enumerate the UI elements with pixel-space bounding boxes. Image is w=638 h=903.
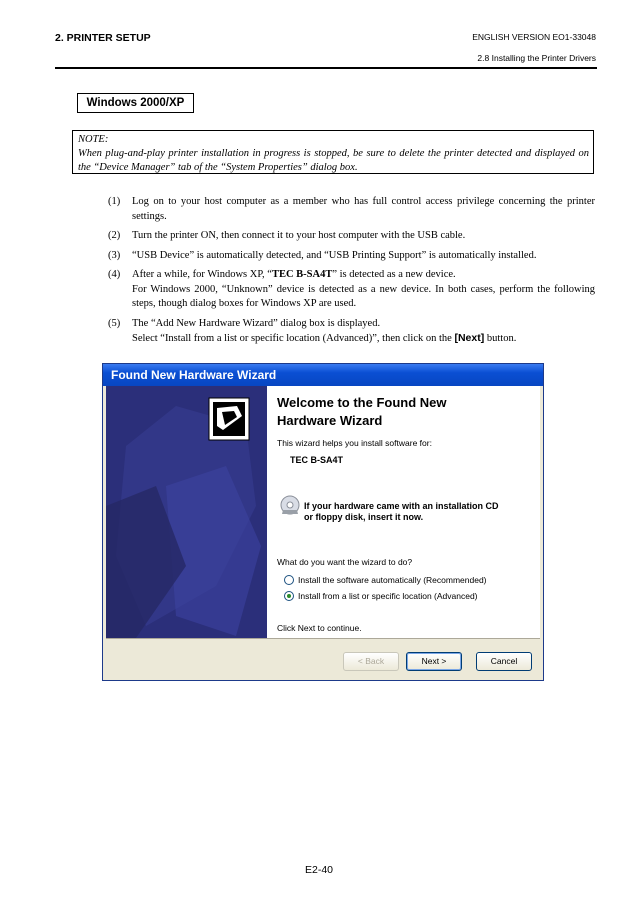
note-title: NOTE: [78, 134, 109, 145]
wizard-heading [277, 394, 447, 430]
wizard-heading-line1: Welcome to the Found New [277, 395, 447, 410]
step-item [108, 249, 595, 264]
step-number: (3) [108, 249, 121, 261]
step-item [108, 268, 595, 312]
wizard-content [267, 386, 540, 638]
note-box [72, 130, 594, 174]
next-button[interactable]: Next > [406, 652, 462, 671]
wizard-separator [106, 638, 540, 639]
step-text [132, 317, 595, 347]
step-item [108, 229, 595, 244]
cd-icon [279, 494, 301, 516]
step-number: (2) [108, 230, 121, 241]
step-number: (4) [108, 269, 121, 280]
radio-button[interactable] [284, 575, 294, 585]
header-rule [55, 67, 597, 69]
radio-button-selected[interactable] [284, 591, 294, 601]
wizard-dialog [102, 363, 544, 681]
step-text: Turn the printer ON, then connect it to your host computer with the USB cable. [132, 230, 466, 241]
subsection-title: 2.8 Installing the Printer Drivers [477, 53, 596, 63]
step-number: (5) [108, 317, 121, 329]
hardware-icon [209, 398, 249, 440]
device-name: TEC B-SA4T [271, 269, 333, 280]
step-text-part: ” is detected as a new device. [332, 269, 456, 280]
steps-list [108, 195, 595, 352]
next-button-reference: [Next] [454, 332, 485, 344]
wizard-cd-message [304, 501, 499, 523]
back-button[interactable]: < Back [343, 652, 399, 671]
wizard-device-name: TEC B-SA4T [290, 455, 344, 465]
option-install-from-list[interactable] [284, 591, 478, 601]
step-item [108, 195, 595, 224]
hardware-banner-graphic [106, 386, 267, 638]
note-body: When plug-and-play printer installation in progress is stopped, be sure to delete the printer detected and displayed on the “Device Manager” tab of the “System Properties” dialog box. [78, 148, 589, 173]
wizard-heading-line2: Hardware Wizard [277, 413, 383, 428]
option-label: Install the software automatically (Recommended) [298, 575, 487, 585]
page-number: E2-40 [304, 864, 334, 876]
os-label: Windows 2000/XP [77, 93, 194, 113]
option-label: Install from a list or specific location (Advanced) [298, 591, 478, 601]
wizard-continue-hint: Click Next to continue. [277, 623, 362, 633]
section-title: 2. PRINTER SETUP [55, 32, 151, 44]
step-text [132, 268, 595, 312]
wizard-title-bar: Found New Hardware Wizard [103, 364, 543, 386]
step-text-part: The “Add New Hardware Wizard” dialog box is displayed. [132, 317, 381, 329]
wizard-intro: This wizard helps you install software for: [277, 438, 432, 448]
step-text: Log on to your host computer as a member who has full control access privilege concerning the printer settings. [132, 196, 595, 222]
step-item [108, 317, 595, 347]
step-text-line2: For Windows 2000, “Unknown” device is detected as a new device. In both cases, perform the following steps, though dialog boxes for Windows XP are used. [132, 283, 595, 309]
step-number: (1) [108, 196, 121, 207]
cancel-button[interactable]: Cancel [476, 652, 532, 671]
document-version: ENGLISH VERSION EO1-33048 [472, 32, 596, 42]
step-text-part: After a while, for Windows XP, “ [132, 269, 272, 280]
step-text: “USB Device” is automatically detected, and “USB Printing Support” is automatically installed. [132, 249, 537, 261]
wizard-cd-line2: or floppy disk, insert it now. [304, 512, 424, 522]
wizard-cd-line1: If your hardware came with an installation CD [304, 501, 499, 511]
option-install-automatically[interactable] [284, 575, 487, 585]
step-text-part: button. [484, 333, 517, 344]
step-text-part: Select “Install from a list or specific location (Advanced)”, then click on the [132, 333, 455, 344]
wizard-side-banner [106, 386, 267, 638]
wizard-question: What do you want the wizard to do? [277, 557, 413, 567]
